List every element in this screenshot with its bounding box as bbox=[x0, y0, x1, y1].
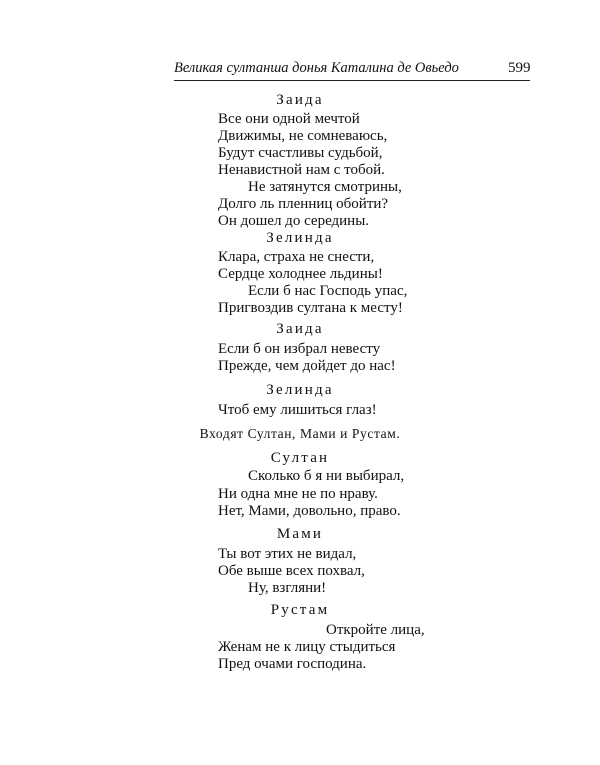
verse-line: Ненавистной нам с тобой. bbox=[218, 162, 385, 178]
verse-line: Обе выше всех похвал, bbox=[218, 563, 365, 579]
speaker-name: Зелинда bbox=[266, 230, 334, 246]
verse-line: Ни одна мне не по нраву. bbox=[218, 486, 378, 502]
page-number: 599 bbox=[508, 60, 531, 76]
verse-line: Движимы, не сомневаюсь, bbox=[218, 128, 388, 144]
verse-line: Пригвоздив султана к месту! bbox=[218, 300, 403, 316]
verse-line: Прежде, чем дойдет до нас! bbox=[218, 358, 396, 374]
verse-line: Будут счастливы судьбой, bbox=[218, 145, 383, 161]
speaker-name: Заида bbox=[276, 321, 324, 337]
verse-line: Не затянутся смотрины, bbox=[248, 179, 402, 195]
verse-line: Пред очами господина. bbox=[218, 656, 367, 672]
verse-line: Долго ль пленниц обойти? bbox=[218, 196, 389, 212]
speaker-name: Заида bbox=[276, 92, 324, 108]
speaker-name: Зелинда bbox=[266, 382, 334, 398]
verse-line: Ну, взгляни! bbox=[248, 580, 327, 596]
verse-line: Клара, страха не снести, bbox=[218, 249, 375, 265]
verse-line: Если б он избрал невесту bbox=[218, 341, 381, 357]
speaker-name: Мами bbox=[276, 526, 324, 542]
verse-line: Если б нас Господь упас, bbox=[248, 283, 408, 299]
speaker-name: Султан bbox=[270, 450, 330, 466]
verse-line: Женам не к лицу стыдиться bbox=[218, 639, 396, 655]
verse-line: Чтоб ему лишиться глаз! bbox=[218, 402, 377, 418]
verse-line: Откройте лица, bbox=[326, 622, 425, 638]
header-rule bbox=[174, 80, 530, 81]
stage-direction: Входят Султан, Мами и Рустам. bbox=[199, 426, 401, 441]
verse-line: Ты вот этих не видал, bbox=[218, 546, 357, 562]
verse-line: Все они одной мечтой bbox=[218, 111, 360, 127]
verse-line: Он дошел до середины. bbox=[218, 213, 370, 229]
verse-line: Сколько б я ни выбирал, bbox=[248, 468, 405, 484]
running-title: Великая султанша донья Каталина де Овьедо bbox=[174, 60, 459, 76]
verse-line: Сердце холоднее льдины! bbox=[218, 266, 383, 282]
verse-line: Нет, Мами, довольно, право. bbox=[218, 503, 401, 519]
speaker-name: Рустам bbox=[270, 602, 330, 618]
